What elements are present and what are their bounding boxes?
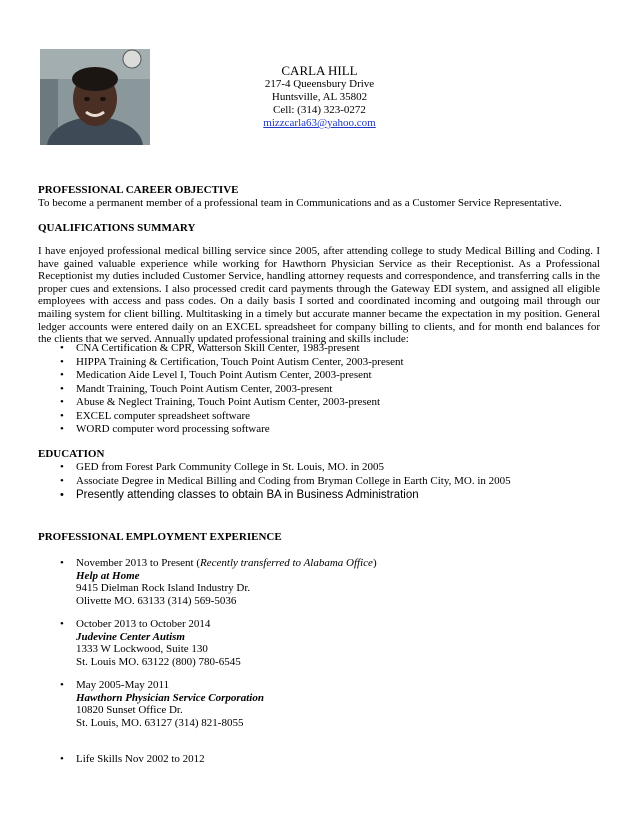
address-line-1: 217-4 Queensbury Drive bbox=[264, 78, 375, 90]
qualifications-heading: QUALIFICATIONS SUMMARY bbox=[38, 222, 196, 234]
list-item: • Associate Degree in Medical Billing and Coding from Bryman College in Earth City, MO. in 2005 bbox=[38, 475, 598, 489]
job-entry bbox=[38, 753, 598, 766]
list-item: • GED from Forest Park Community College in St. Louis, MO. in 2005 bbox=[38, 461, 598, 475]
job-dates: May 2005-May 2011 bbox=[76, 679, 170, 691]
profile-photo bbox=[40, 49, 150, 145]
list-item: • Abuse & Neglect Training, Touch Point Autism Center, 2003-present bbox=[38, 396, 598, 410]
job-dates: November 2013 to Present (Recently transferred to Alabama Office) bbox=[76, 557, 377, 569]
job-city: Olivette MO. 63133 (314) 569-5036 bbox=[76, 594, 237, 607]
bullet-icon: • bbox=[60, 618, 64, 630]
job-city: St. Louis MO. 63122 (800) 780-6545 bbox=[76, 655, 241, 668]
job-company: Hawthorn Physician Service Corporation bbox=[76, 691, 264, 704]
list-item: • Presently attending classes to obtain BA in Business Administration bbox=[38, 488, 598, 503]
list-item: • Medication Aide Level I, Touch Point Autism Center, 2003-present bbox=[38, 369, 598, 383]
job-company: Help at Home bbox=[76, 569, 140, 582]
job-dates: Life Skills Nov 2002 to 2012 bbox=[76, 753, 205, 765]
objective-heading: PROFESSIONAL CAREER OBJECTIVE bbox=[38, 184, 239, 196]
list-item: • EXCEL computer spreadsheet software bbox=[38, 410, 598, 424]
bullet-icon: • bbox=[60, 679, 64, 691]
email-link[interactable]: mizzcarla63@yahoo.com bbox=[263, 117, 376, 129]
bullet-icon: • bbox=[60, 753, 64, 765]
job-entry bbox=[38, 557, 598, 607]
job-company: Judevine Center Autism bbox=[76, 630, 185, 643]
job-entry bbox=[38, 679, 598, 729]
phone-number: Cell: (314) 323-0272 bbox=[273, 104, 366, 116]
list-item: • CNA Certification & CPR, Watterson Skill Center, 1983-present bbox=[38, 342, 598, 356]
contact-header bbox=[252, 63, 387, 130]
objective-text: To become a permanent member of a professional team in Communications and as a Customer Service Representative. bbox=[38, 197, 562, 209]
training-list bbox=[38, 342, 598, 437]
job-address: 10820 Sunset Office Dr. bbox=[76, 704, 183, 717]
education-heading: EDUCATION bbox=[38, 448, 105, 460]
job-entry bbox=[38, 618, 598, 668]
job-dates: October 2013 to October 2014 bbox=[76, 618, 211, 630]
job-address: 1333 W Lockwood, Suite 130 bbox=[76, 643, 208, 656]
address-line-2: Huntsville, AL 35802 bbox=[271, 91, 368, 103]
list-item: • HIPPA Training & Certification, Touch Point Autism Center, 2003-present bbox=[38, 356, 598, 370]
list-item: • WORD computer word processing software bbox=[38, 423, 598, 437]
candidate-name: CARLA HILL bbox=[281, 63, 358, 78]
qualifications-text: I have enjoyed professional medical billing service since 2005, after attending college to study Medical Billing and Coding. I have gained valuable experience while working for Hawthorn Physician Service as their Receptionist. As a Professional Receptionist my duties included Customer Service, handling attorney requests and correspondence, and transferring calls in the proper cues and extensions. I also processed credit card payments through the Gateway EDI system, and assigned all eligible employees with access and pass codes. On a daily basis I sorted and coordinated incoming and outgoing mail through our mailing system for client billing. Multitasking in a timely but accurate manner became the expectation in my position. General ledger accounts were entered daily on an EXCEL spreadsheet for company billing to clients, and for month end balances for the clients that we served. Annually updated professional training and skills include: bbox=[38, 245, 600, 346]
employment-heading: PROFESSIONAL EMPLOYMENT EXPERIENCE bbox=[38, 531, 282, 543]
education-current-list bbox=[38, 488, 598, 503]
list-item: • Mandt Training, Touch Point Autism Center, 2003-present bbox=[38, 383, 598, 397]
job-city: St. Louis, MO. 63127 (314) 821-8055 bbox=[76, 716, 244, 729]
job-address: 9415 Dielman Rock Island Industry Dr. bbox=[76, 582, 251, 595]
bullet-icon: • bbox=[60, 557, 64, 569]
education-list bbox=[38, 461, 598, 488]
